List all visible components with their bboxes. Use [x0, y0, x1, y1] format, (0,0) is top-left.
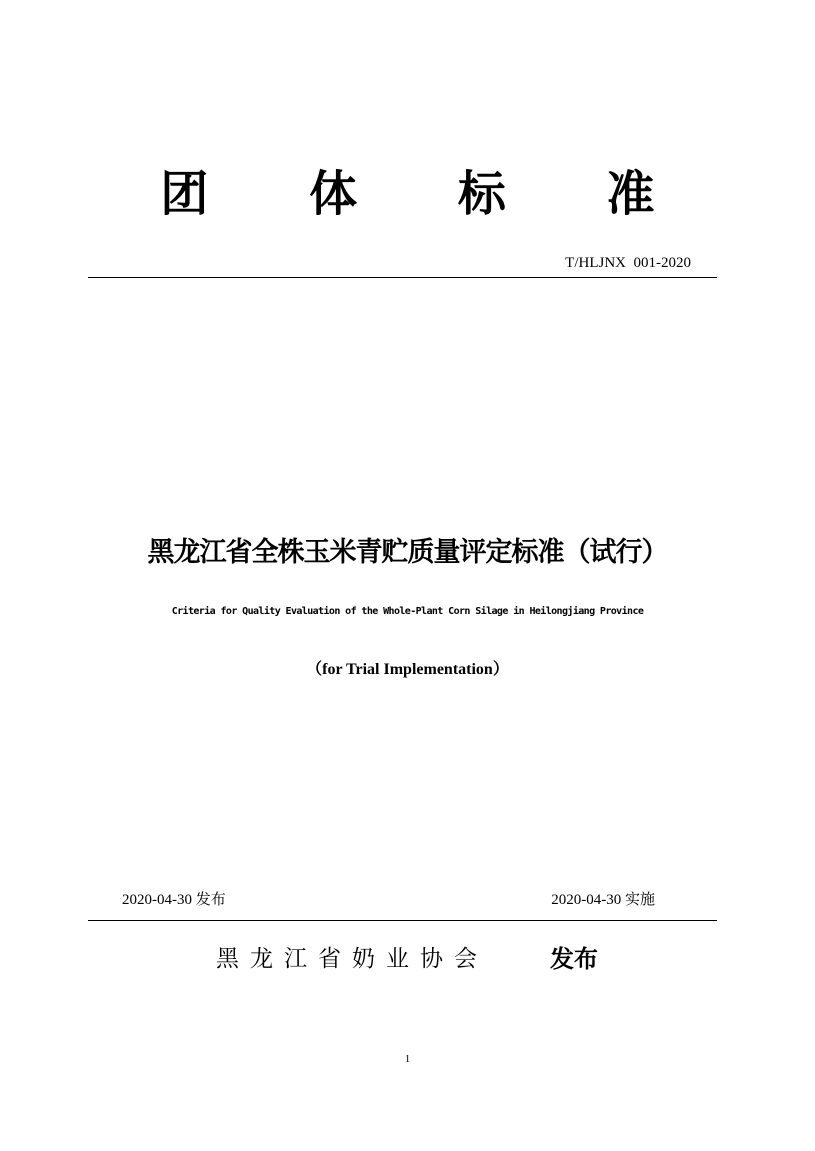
chinese-title: 黑龙江省全株玉米青贮质量评定标准（试行） — [147, 537, 668, 568]
english-subtitle: （for Trial Implementation） — [306, 661, 509, 678]
page-number: 1 — [404, 1053, 411, 1065]
publisher-name: 黑龙江省奶业协会 — [216, 946, 488, 972]
standard-code: T/HLJNX 001-2020 — [565, 255, 691, 271]
document-type-title: 团 体 标 准 — [160, 166, 697, 222]
implementation-date: 2020-04-30 实施 — [551, 892, 655, 908]
header-divider — [88, 277, 717, 278]
release-date: 2020-04-30 发布 — [122, 892, 226, 908]
publish-label: 发布 — [550, 945, 598, 973]
english-title: Criteria for Quality Evaluation of the Whole-Plant Corn Silage in Heilongjiang Province — [171, 606, 644, 617]
footer-divider — [88, 920, 717, 921]
